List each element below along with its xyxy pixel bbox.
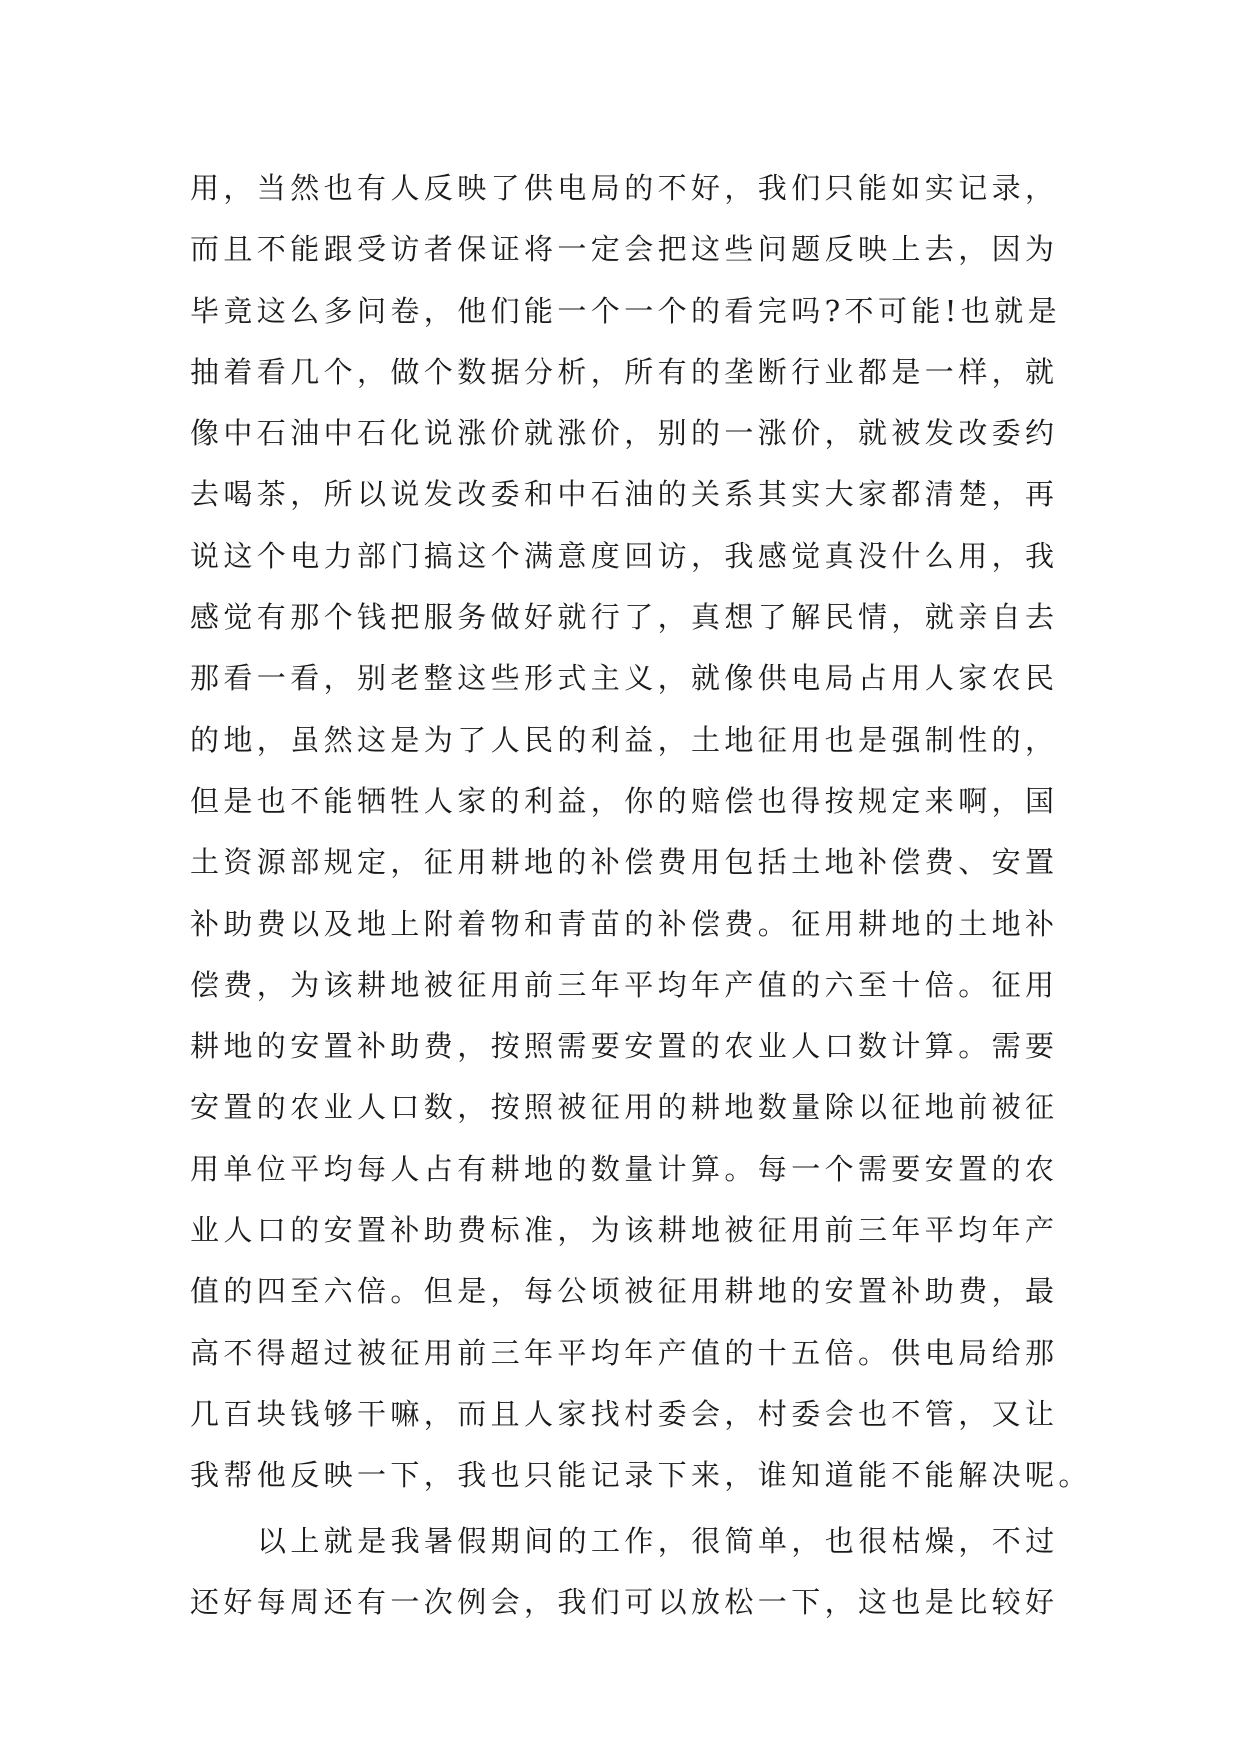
text-line: 耕地的安置补助费，按照需要安置的农业人口数计算。需要 — [190, 1029, 1059, 1064]
text-line: 安置的农业人口数，按照被征用的耕地数量除以征地前被征 — [190, 1090, 1059, 1125]
text-line: 土资源部规定，征用耕地的补偿费用包括土地补偿费、安置 — [190, 845, 1059, 880]
text-line: 但是也不能牺牲人家的利益，你的赔偿也得按规定来啊，国 — [190, 783, 1059, 818]
text-line: 偿费，为该耕地被征用前三年平均年产值的六至十倍。征用 — [190, 967, 1059, 1002]
text-line: 几百块钱够干嘛，而且人家找村委会，村委会也不管，又让 — [190, 1396, 1059, 1431]
body-text — [190, 158, 1092, 1633]
text-line: 以上就是我暑假期间的工作，很简单，也很枯燥，不过 — [257, 1523, 1059, 1558]
text-line: 用单位平均每人占有耕地的数量计算。每一个需要安置的农 — [190, 1151, 1059, 1186]
text-line: 去喝茶，所以说发改委和中石油的关系其实大家都清楚，再 — [190, 477, 1059, 512]
paragraph-2 — [190, 1511, 1070, 1634]
paragraph-1 — [190, 158, 1092, 1507]
text-line: 感觉有那个钱把服务做好就行了，真想了解民情，就亲自去 — [190, 600, 1059, 635]
text-line: 业人口的安置补助费标准，为该耕地被征用前三年平均年产 — [190, 1213, 1059, 1248]
text-line: 说这个电力部门搞这个满意度回访，我感觉真没什么用，我 — [190, 538, 1059, 573]
text-line: 像中石油中石化说涨价就涨价，别的一涨价，就被发改委约 — [190, 416, 1059, 451]
text-line: 抽着看几个，做个数据分析，所有的垄断行业都是一样，就 — [190, 354, 1059, 389]
text-line: 值的四至六倍。但是，每公顷被征用耕地的安置补助费，最 — [190, 1274, 1059, 1309]
text-line: 高不得超过被征用前三年平均年产值的十五倍。供电局给那 — [190, 1335, 1059, 1370]
text-line: 还好每周还有一次例会，我们可以放松一下，这也是比较好 — [190, 1584, 1059, 1619]
text-line: 补助费以及地上附着物和青苗的补偿费。征用耕地的土地补 — [190, 906, 1059, 941]
text-line: 毕竟这么多问卷，他们能一个一个的看完吗?不可能!也就是 — [190, 293, 1062, 328]
text-line: 用，当然也有人反映了供电局的不好，我们只能如实记录， — [190, 171, 1059, 205]
text-line: 那看一看，别老整这些形式主义，就像供电局占用人家农民 — [190, 661, 1059, 696]
text-line: 我帮他反映一下，我也只能记录下来，谁知道能不能解决呢。 — [190, 1458, 1092, 1493]
text-line: 的地，虽然这是为了人民的利益，土地征用也是强制性的， — [190, 722, 1059, 757]
text-line: 而且不能跟受访者保证将一定会把这些问题反映上去，因为 — [190, 232, 1059, 267]
